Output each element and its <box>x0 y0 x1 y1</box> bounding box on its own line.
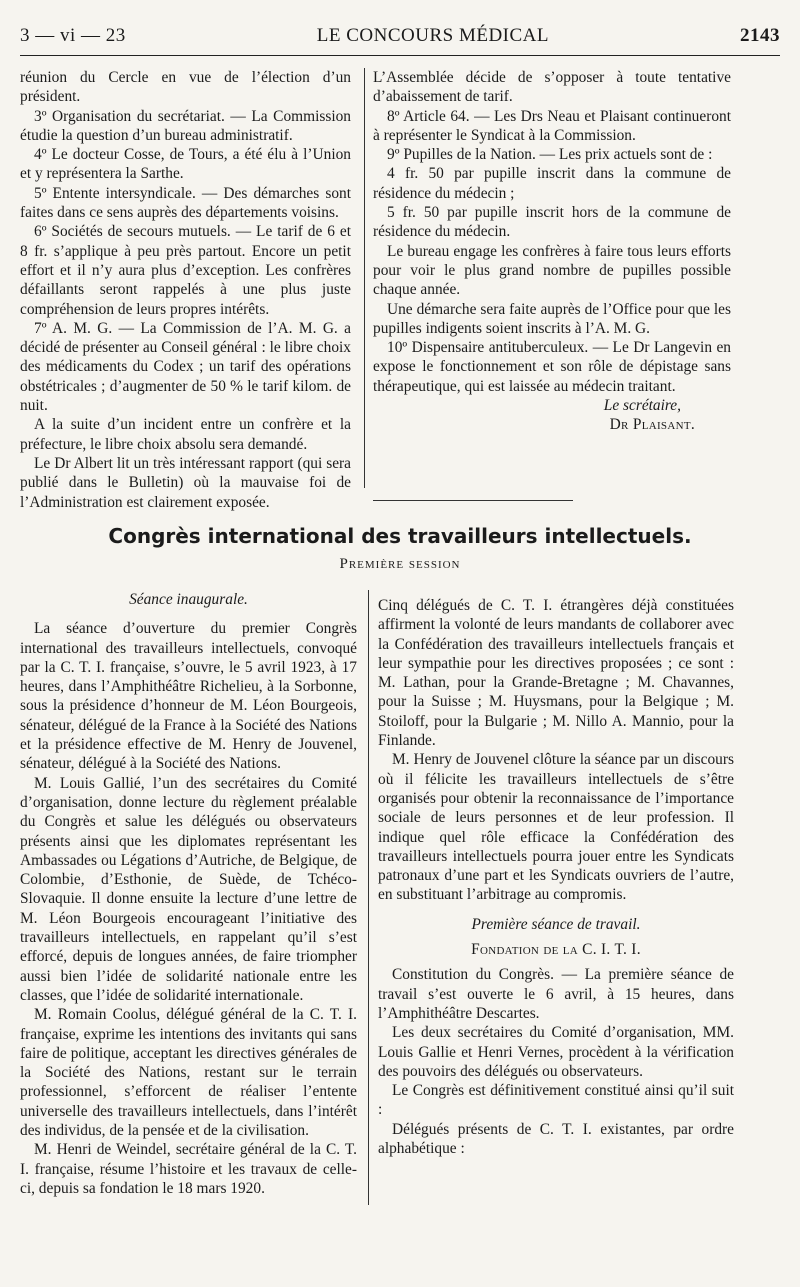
paragraph: La séance d’ouverture du premier Congrès international des travailleurs intellectuels, convoqué par la C. T. I. française, s’ouvre, le 5 avril 1923, à 17 heures, dans l’Amphithéâtre Richelieu, à la Sorbonne, sous la présidence d’honneur de M. Léon Bourgeois, sénateur, délégué de la France à la Société des Nations et la présidence effective de M. Henry de Jouvenel, sénateur, délégué à la Société des Nations. <box>20 620 357 773</box>
column-divider <box>364 68 365 488</box>
section-title: Congrès international des travailleurs intellectuels. <box>108 524 692 548</box>
signature-title: Le scrétaire, <box>603 397 681 415</box>
paragraph: M. Romain Coolus, délégué général de la C. T. I. française, exprime les intentions des invitants qui sans faire de politique, acceptant les directives générales de la Société des Nations, restant sur le terrain professionnel, s’efforcent de réaliser l’entente universelle des travailleurs intellectuels, dans l’intérêt des individus, de la pensée et de la civilisation. <box>20 1006 357 1140</box>
paragraph: M. Henri de Weindel, secrétaire général de la C. T. I. française, résume l’histoire et les travaux de celle-ci, depuis sa fondation le 18 mars 1920. <box>20 1141 357 1197</box>
paragraph: L’Assemblée décide de s’opposer à toute tentative d’abaissement de tarif. <box>373 69 731 106</box>
bottom-right-column <box>378 596 734 1158</box>
header-rule <box>20 55 780 56</box>
signature-name: Dr Plaisant. <box>609 416 695 434</box>
bottom-left-column <box>20 590 357 1198</box>
paragraph: Une démarche sera faite auprès de l’Office pour que les pupilles indigents soient inscrits à l’A. M. G. <box>373 300 731 337</box>
paragraph: Le Congrès est définitivement constitué ainsi qu’il suit : <box>378 1082 734 1119</box>
paragraph: 8º Article 64. — Les Drs Neau et Plaisant continueront à représenter le Syndicat à la Commission. <box>373 107 731 144</box>
end-rule <box>373 500 573 501</box>
header-journal-title: LE CONCOURS MÉDICAL <box>316 25 549 46</box>
paragraph: 7º A. M. G. — La Commission de l’A. M. G. a décidé de présenter au Conseil général : le libre choix des médicaments du Codex ; un tarif des opérations obstétricales ; d’augmenter de 50 % le tarif kilom. de nuit. <box>20 319 351 415</box>
section-subtitle: Première session <box>339 556 461 572</box>
subsection-heading: Première séance de travail. <box>471 915 641 933</box>
header-page-number: 2143 <box>739 25 780 46</box>
paragraph: M. Henry de Jouvenel clôture la séance par un discours où il félicite les travailleurs intellectuels de s’être organisés pour obtenir la reconnaissance de l’importance sociale de leurs personnes et de leur profession. Il indique quel rôle efficace la Confédération des travailleurs intellectuels pourra jouer entre les Syndicats patronaux d’une part et les Syndicats ouvriers de l’autre, en substituant l’arbitrage au compromis. <box>378 751 734 904</box>
paragraph: Le bureau engage les confrères à faire tous leurs efforts pour voir le plus grand nombre de pupilles possible chaque année. <box>373 242 731 299</box>
page-header <box>20 22 780 50</box>
paragraph: 5 fr. 50 par pupille inscrit hors de la commune de résidence du médecin. <box>373 204 731 241</box>
subsection-heading: Séance inaugurale. <box>129 591 248 608</box>
subsection-subheading: Fondation de la C. I. T. I. <box>471 941 641 959</box>
column-divider <box>368 590 369 1205</box>
top-left-column <box>20 68 351 512</box>
paragraph: 5º Entente intersyndicale. — Des démarches sont faites dans ce sens auprès des départements voisins. <box>20 184 351 222</box>
paragraph: Délégués présents de C. T. I. existantes, par ordre alphabétique : <box>378 1120 734 1158</box>
paragraph: 9º Pupilles de la Nation. — Les prix actuels sont de : <box>387 146 713 164</box>
paragraph: Constitution du Congrès. — La première séance de travail s’est ouverte le 6 avril, à 15 heures, dans l’Amphithéâtre Descartes. <box>378 966 734 1022</box>
paragraph: réunion du Cercle en vue de l’élection d’un président. <box>20 69 351 106</box>
paragraph: 10º Dispensaire antituberculeux. — Le Dr Langevin en expose le fonctionnement et son rôle de dépistage sans thérapeutique, qui est laissée au médecin traitant. <box>373 339 731 395</box>
paragraph: 4 fr. 50 par pupille inscrit dans la commune de résidence du médecin ; <box>373 165 731 202</box>
top-right-column <box>373 68 731 435</box>
paragraph: 3º Organisation du secrétariat. — La Commission étudie la question d’un bureau administratif. <box>20 107 351 144</box>
paragraph: A la suite d’un incident entre un confrère et la préfecture, le libre choix absolu sera demandé. <box>20 416 351 453</box>
paragraph: Cinq délégués de C. T. I. étrangères déjà constituées affirment la volonté de leurs mandants de collaborer avec la Confédération des travailleurs intellectuels français et leur sympathie pour les directives proposées ; ce sont : M. Lathan, pour la Grande-Bretagne ; M. Chavannes, pour la Suisse ; M. Huysmans, pour la Belgique ; M. Stoiloff, pour la Bulgarie ; M. Nillo A. Mannio, pour la Finlande. <box>378 597 734 750</box>
paragraph: 4º Le docteur Cosse, de Tours, a été élu à l’Union et y représentera la Sarthe. <box>20 146 351 183</box>
paragraph: 6º Sociétés de secours mutuels. — Le tarif de 6 et 8 fr. s’applique à peu près partout. Encore un petit effort et il n’y aura plus d’exception. Les confrères défaillants seront rappelés à une plus juste compréhension de leurs propres intérêts. <box>20 223 351 318</box>
paragraph: M. Louis Gallié, l’un des secrétaires du Comité d’organisation, donne lecture du règlement préalable du Congrès et salue les délégués ou observateurs présents ainsi que les diplomates représentant les Ambassades ou Légations d’Autriche, de Belgique, de Colombie, d’Esthonie, de Suède, de Tchéco-Slovaquie. Il donne ensuite la lecture d’une lettre de M. Léon Bourgeois encourageant l’initiative des travailleurs intellectuels, en rappelant qu’il s’est efforcé, depuis de longues années, de faire triompher aussi bien l’idée de solidarité nationale entre les classes, que l’idée de solidarité internationale. <box>20 774 357 1004</box>
header-issue-date: 3 — vi — 23 <box>20 25 126 46</box>
paragraph: Les deux secrétaires du Comité d’organisation, MM. Louis Gallie et Henri Vernes, procèdent à la vérification des pouvoirs des délégués ou observateurs. <box>378 1024 734 1080</box>
paragraph: Le Dr Albert lit un très intéressant rapport (qui sera publié dans le Bulletin) où la mauvaise foi de l’Administration est clairement exposée. <box>20 454 351 511</box>
